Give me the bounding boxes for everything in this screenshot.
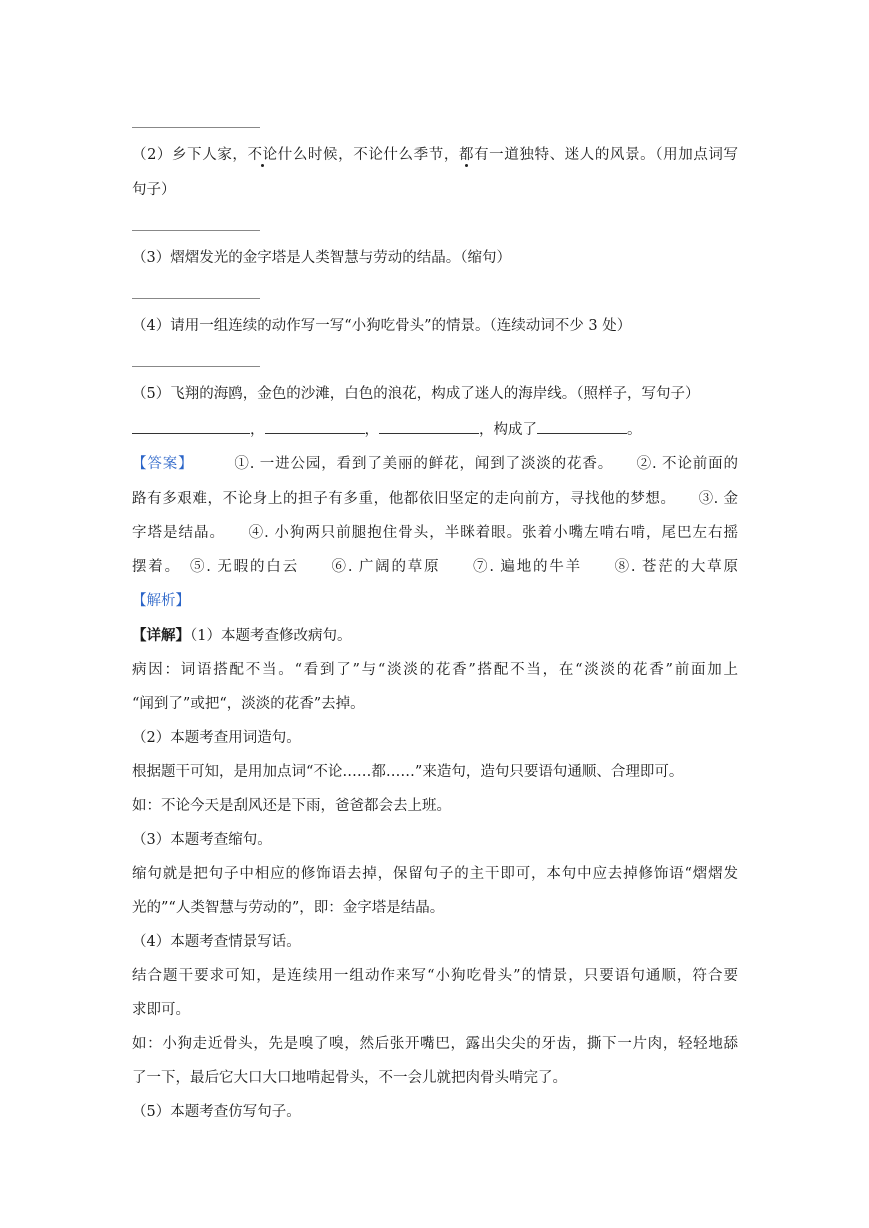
q2-dotted-word-1: 不论 (247, 147, 278, 163)
answer-line-q4 (132, 366, 260, 367)
detail-line-2: 病因：词语搭配不当。“看到了”与“淡淡的花香”搭配不当，在“淡淡的花香”前面加上 (132, 662, 738, 678)
question-2-cont: 句子） (132, 182, 176, 198)
detail-line-8: 缩句就是把句子中相应的修饰语去掉，保留句子的主干即可，本句中应去掉修饰语“熠熠发 (132, 866, 738, 882)
detail-line-4: （2）本题考查用词造句。 (132, 730, 301, 746)
q2-text-post: 有一道独特、迷人的风景。（用加点词写 (474, 147, 739, 163)
question-5: （5）飞翔的海鸥，金色的沙滩，白色的浪花，构成了迷人的海岸线。（照样子，写句子） (132, 386, 700, 402)
detail-line-5: 根据题干可知，是用加点词“不论……都……”来造句，造句只要语句通顺、合理即可。 (132, 764, 684, 780)
detail-line-15: （5）本题考查仿写句子。 (132, 1104, 301, 1120)
answer-line-3: 字塔是结晶。 ④. 小狗两只前腿抱住骨头，半眯着眼。张着小嘴左啃右啃，尾巴左右摇 (132, 525, 738, 541)
question-4: （4）请用一组连续的动作写一写“小狗吃骨头”的情景。（连续动词不少 3 处） (132, 318, 632, 334)
fill-comma-1: ， (250, 422, 265, 438)
detail-line-1 (132, 626, 351, 646)
fill-blank-4[interactable] (537, 419, 627, 434)
question-5-fill (132, 419, 642, 440)
detail-line-6: 如：不论今天是刮风还是下雨，爸爸都会去上班。 (132, 798, 451, 814)
detail-line-10: （4）本题考查情景写话。 (132, 934, 301, 950)
detail-line-14: 了一下，最后它大口大口地啃起骨头，不一会儿就把肉骨头啃完了。 (132, 1070, 567, 1086)
question-2 (132, 145, 738, 165)
answer-line-2: 路有多艰难，不论身上的担子有多重，他都依旧坚定的走向前方，寻找他的梦想。 ③. 金 (132, 491, 738, 507)
detail-line-9: 光的”“人类智慧与劳动的”，即：金字塔是结晶。 (132, 900, 445, 916)
detail-line-11: 结合题干要求可知，是连续用一组动作来写“小狗吃骨头”的情景，只要语句通顺，符合要 (132, 968, 738, 984)
answer-line-q3 (132, 298, 260, 299)
answer-tag: 【答案】 (132, 456, 194, 472)
fill-blank-3[interactable] (379, 419, 479, 434)
fill-blank-2[interactable] (265, 419, 365, 434)
answer-line-4: 摆着。 ⑤. 无暇的白云 ⑥. 广阔的草原 ⑦. 遍地的牛羊 ⑧. 苍茫的大草原 (132, 559, 738, 575)
q2-text-pre: （2）乡下人家， (132, 147, 248, 163)
answer-line-q1 (132, 127, 260, 128)
detail-line-13: 如：小狗走近骨头，先是嗅了嗅，然后张开嘴巴，露出尖尖的牙齿，撕下一片肉，轻轻地舔 (132, 1036, 738, 1052)
detail-line-12: 求即可。 (132, 1002, 190, 1018)
q2-text-mid: 什么时候，不论什么季节， (277, 147, 459, 163)
analysis-tag: 【解析】 (132, 593, 190, 609)
detail-tag: 【详解】 (132, 627, 190, 644)
q2-dotted-word-2: 都 (458, 147, 475, 163)
fill-mid-text: ，构成了 (479, 422, 537, 438)
answer-line-1 (132, 454, 738, 474)
fill-blank-1[interactable] (132, 419, 250, 434)
question-3: （3）熠熠发光的金字塔是人类智慧与劳动的结晶。（缩句） (132, 250, 511, 266)
fill-end: 。 (627, 422, 642, 438)
answer-line-q2 (132, 230, 260, 231)
detail-line-3: “闻到了”或把“，淡淡的花香”去掉。 (132, 696, 365, 712)
detail-text-1: （1）本题考查修改病句。 (190, 628, 352, 644)
fill-comma-2: ， (364, 422, 379, 438)
detail-line-7: （3）本题考查缩句。 (132, 832, 272, 848)
answer-text-1: ①. 一进公园，看到了美丽的鲜花，闻到了淡淡的花香。 ②. 不论前面的 (233, 456, 739, 472)
